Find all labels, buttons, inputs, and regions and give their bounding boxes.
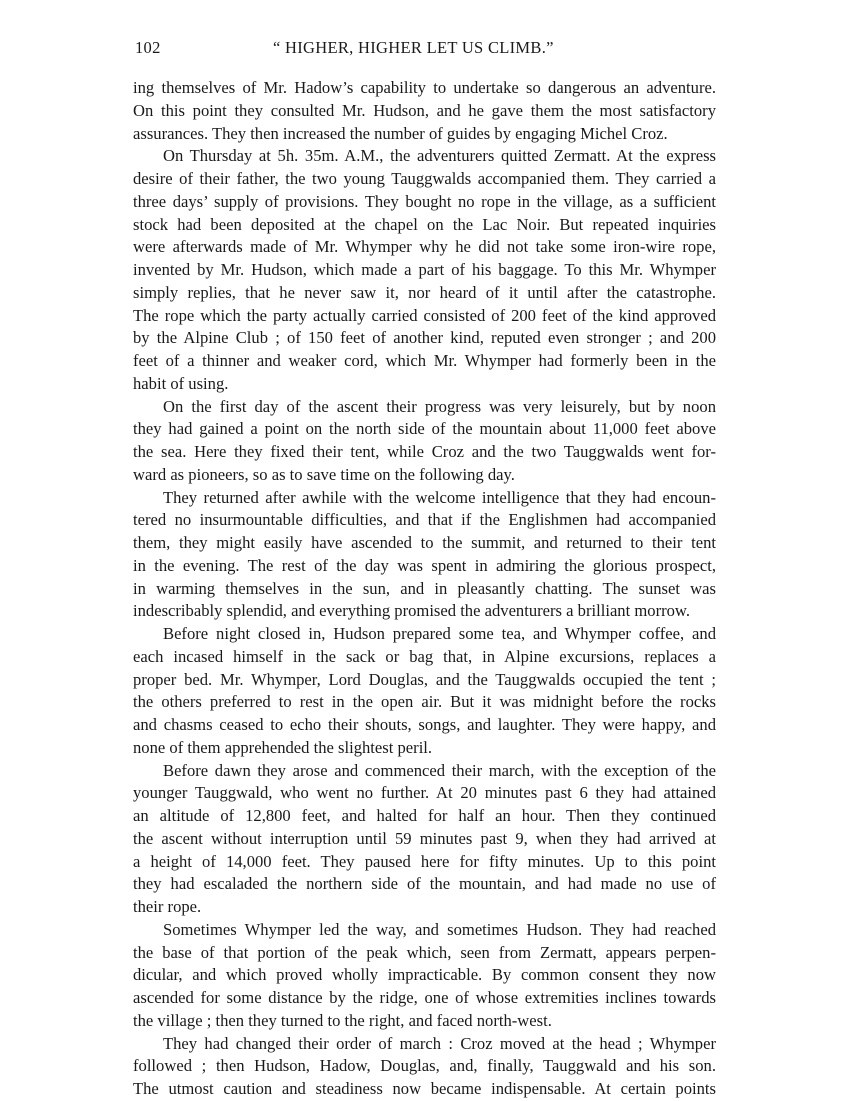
text-line: the sea. Here they fixed their tent, while Croz and the two Tauggwalds went for- bbox=[133, 442, 716, 461]
text-line: none of them apprehended the slightest peril. bbox=[133, 737, 433, 757]
text-line: ward as pioneers, so as to save time on the following day. bbox=[133, 464, 515, 484]
text-line: an altitude of 12,800 feet, and halted for half an hour. Then they continued bbox=[133, 806, 716, 825]
text-line: invented by Mr. Hudson, which made a part of his baggage. To this Mr. Whymper bbox=[133, 260, 716, 279]
text-line: dicular, and which proved wholly impracticable. By common consent they now bbox=[133, 965, 716, 985]
text-line: stock had been deposited at the chapel on the Lac Noir. But repeated inquiries bbox=[133, 214, 716, 234]
paragraph bbox=[133, 396, 716, 487]
text-line: they had gained a point on the north side of the mountain about 11,000 feet above bbox=[133, 419, 716, 439]
text-line: On this point they consulted Mr. Hudson, and he gave them the most satisfactory bbox=[133, 100, 716, 120]
text-line: Before dawn they arose and commenced their march, with the exception of the bbox=[163, 760, 716, 780]
body-text bbox=[133, 77, 716, 1101]
text-line: in warming themselves in the sun, and in pleasantly chatting. The sunset was bbox=[133, 578, 716, 598]
text-line: each incased himself in the sack or bag that, in Alpine excursions, replaces a bbox=[133, 646, 716, 666]
text-line: Sometimes Whymper led the way, and sometimes Hudson. They had reached bbox=[163, 919, 716, 939]
paragraph bbox=[133, 487, 716, 624]
text-line: feet of a thinner and weaker cord, which Mr. Whymper had formerly been in the bbox=[133, 351, 716, 370]
text-line: younger Tauggwald, who went no further. At 20 minutes past 6 they had attained bbox=[133, 783, 716, 803]
page-number: 102 bbox=[135, 38, 161, 57]
text-line: a height of 14,000 feet. They paused here for fifty minutes. Up to this point bbox=[133, 851, 716, 871]
text-line: they had escaladed the northern side of the mountain, and had made no use of bbox=[133, 874, 716, 894]
text-line: three days’ supply of provisions. They bought no rope in the village, as a sufficient bbox=[133, 191, 716, 211]
text-line: them, they might easily have ascended to the summit, and returned to their tent bbox=[133, 533, 716, 552]
page-header bbox=[135, 38, 715, 64]
text-line: the village ; then they turned to the right, and faced north-west. bbox=[133, 1010, 552, 1030]
text-line: On the first day of the ascent their progress was very leisurely, but by noon bbox=[163, 396, 716, 416]
text-line: tered no insurmountable difficulties, and that if the Englishmen had accompanied bbox=[133, 510, 716, 530]
text-line: the base of that portion of the peak which, seen from Zermatt, appears perpen- bbox=[133, 942, 716, 962]
text-line: simply replies, that he never saw it, nor heard of it until after the catastrophe. bbox=[133, 282, 716, 302]
paragraph bbox=[133, 77, 716, 145]
running-head: “ HIGHER, HIGHER LET US CLIMB.” bbox=[273, 38, 554, 57]
text-line: habit of using. bbox=[133, 373, 229, 393]
paragraph bbox=[133, 919, 716, 1033]
text-line: Before night closed in, Hudson prepared some tea, and Whymper coffee, and bbox=[163, 624, 716, 643]
paragraph bbox=[133, 145, 716, 395]
text-line: by the Alpine Club ; of 150 feet of another kind, reputed even stronger ; and 200 bbox=[133, 328, 716, 348]
text-line: followed ; then Hudson, Hadow, Douglas, and, finally, Tauggwald and his son. bbox=[133, 1056, 716, 1076]
paragraph bbox=[133, 760, 716, 919]
paragraph bbox=[133, 623, 716, 760]
text-line: ing themselves of Mr. Hadow’s capability to undertake so dangerous an adventure. bbox=[133, 78, 716, 97]
text-line: The utmost caution and steadiness now became indispensable. At certain points bbox=[133, 1079, 716, 1098]
text-line: ascended for some distance by the ridge, one of whose extremities inclines towards bbox=[133, 988, 716, 1007]
text-line: indescribably splendid, and everything promised the adventurers a brilliant morrow. bbox=[133, 601, 690, 621]
text-line: The rope which the party actually carried consisted of 200 feet of the kind approved bbox=[133, 305, 716, 325]
text-line: the ascent without interruption until 59 minutes past 9, when they had arrived at bbox=[133, 828, 716, 848]
text-line: the others preferred to rest in the open air. But it was midnight before the rocks bbox=[133, 692, 716, 712]
paragraph bbox=[133, 1033, 716, 1101]
text-line: They returned after awhile with the welcome intelligence that they had encoun- bbox=[163, 487, 716, 507]
text-line: desire of their father, the two young Tauggwalds accompanied them. They carried a bbox=[133, 169, 716, 188]
text-line: assurances. They then increased the number of guides by engaging Michel Croz. bbox=[133, 123, 668, 143]
text-line: were afterwards made of Mr. Whymper why he did not take some iron-wire rope, bbox=[133, 237, 716, 257]
text-line: On Thursday at 5h. 35m. A.M., the adventurers quitted Zermatt. At the express bbox=[163, 146, 716, 166]
text-line: in the evening. The rest of the day was spent in admiring the glorious prospect, bbox=[133, 555, 716, 575]
text-line: and chasms ceased to echo their shouts, songs, and laughter. They were happy, and bbox=[133, 715, 716, 734]
text-line: their rope. bbox=[133, 897, 202, 916]
text-line: They had changed their order of march : Croz moved at the head ; Whymper bbox=[163, 1033, 716, 1053]
text-line: proper bed. Mr. Whymper, Lord Douglas, and the Tauggwalds occupied the tent ; bbox=[133, 669, 716, 689]
